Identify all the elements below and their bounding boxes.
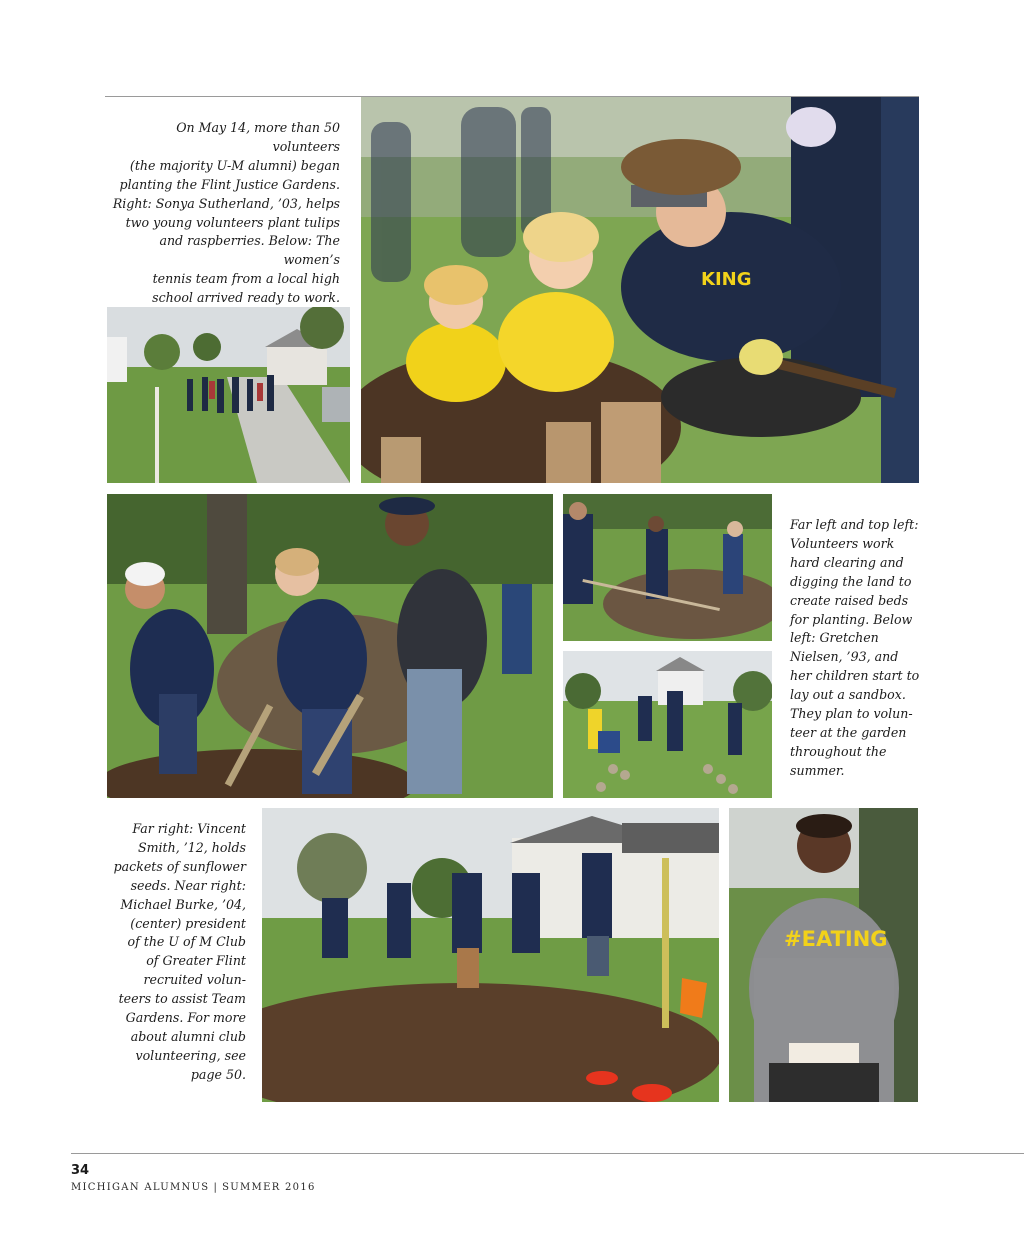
shirt-text-eating: #EATING <box>784 927 888 951</box>
caption-middle-right: Far left and top left: Volunteers work hard clearing and digging the land to create raised beds for planting. Below left: Gretchen Nielsen, ’93, and her children start to lay out a sandbox. They plan to volun- teer at the garden throughout the summer. <box>790 517 920 778</box>
caption-bottom-left: Far right: Vincent Smith, ’12, holds packets of sunflower seeds. Near right: Michael Burke, ’04, (center) president of the U of M Club of Greater Flint recruited volun- teers to assist Team Gardens. For more about alumni club volunteering, see page 50. <box>113 821 246 1082</box>
photo-michael-burke-group <box>262 808 719 1102</box>
photo-digging-top <box>563 494 772 641</box>
publication-name: MICHIGAN ALUMNUS <box>71 1182 210 1193</box>
photo-street-tennis-team <box>107 307 350 483</box>
page-number: 34 <box>71 1163 90 1178</box>
shirt-text-king: KING <box>701 269 752 290</box>
footer-separator: | <box>213 1182 219 1193</box>
photo-volunteers-clearing-land <box>107 494 553 798</box>
photo-sandbox-family <box>563 651 772 798</box>
running-footer <box>71 1182 316 1193</box>
issue-label: SUMMER 2016 <box>222 1182 316 1193</box>
photo-sonya-sutherland-planting <box>361 97 919 483</box>
footer-rule <box>71 1153 1024 1154</box>
caption-top-left: On May 14, more than 50 volunteers (the majority U-M alumni) began planting the Flint Justice Gardens. Right: Sonya Sutherland, ’03, helps two young volunteers plant tulips and raspberries. Below: The women’s tennis team from a local high school arrived ready to work. <box>112 120 340 306</box>
photo-vincent-smith-seeds <box>729 808 918 1102</box>
